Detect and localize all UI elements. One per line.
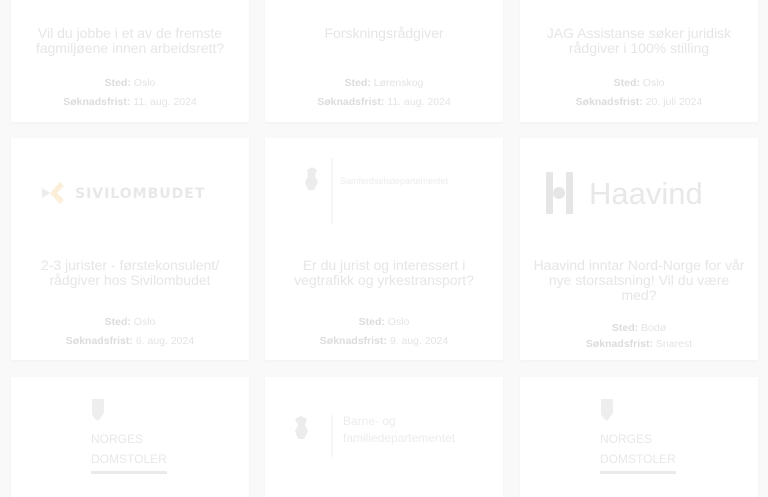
svg-text:NORGES: NORGES	[600, 432, 653, 446]
svg-text:DOMSTOLER: DOMSTOLER	[600, 452, 676, 466]
job-deadline: 11. aug. 2024	[133, 96, 197, 108]
svg-text:Samferdselsdepartementet: Samferdselsdepartementet	[340, 176, 449, 186]
barne-familiedepartementet-logo	[265, 397, 503, 462]
job-place: Bodø	[641, 322, 667, 334]
job-title: 2-3 jurister - førstekonsulent/ rådgiver hos Sivilombudet	[40, 257, 220, 288]
job-title: Forskningsrådgiver	[324, 25, 444, 41]
job-deadline: 6. aug. 2024	[135, 335, 195, 347]
job-card[interactable]	[265, 138, 503, 360]
job-place: Oslo	[133, 316, 156, 328]
svg-text:Haavind: Haavind	[589, 176, 703, 211]
job-deadline: 20. juli 2024	[645, 96, 703, 108]
job-card[interactable]	[265, 377, 503, 497]
job-meta: Sted: Lørenskog Søknadsfrist: 11. aug. 2024	[317, 77, 451, 108]
job-meta: Sted: Oslo Søknadsfrist: 9. aug. 2024	[319, 316, 449, 347]
job-meta: Sted: Oslo Søknadsfrist: 11. aug. 2024	[63, 77, 197, 108]
svg-text:Barne- og: Barne- og	[343, 414, 396, 428]
haavind-logo	[520, 170, 758, 221]
norges-domstoler-logo	[600, 391, 758, 486]
job-title: Er du jurist og interessert i vegtrafikk og yrkestransport?	[294, 257, 474, 288]
svg-text:SIVILOMBUDET: SIVILOMBUDET	[75, 186, 206, 202]
sivilombudet-logo	[11, 180, 249, 211]
job-card[interactable]	[11, 0, 249, 122]
job-place: Oslo	[642, 77, 665, 89]
job-deadline: Snarest	[655, 338, 693, 350]
job-place: Lørenskog	[373, 77, 424, 89]
job-title: Haavind inntar Nord-Norge for vår nye storsatsning! Vil du være med?	[533, 257, 745, 303]
job-card[interactable]	[520, 138, 758, 360]
svg-text:familiedepartementet: familiedepartementet	[343, 431, 456, 445]
job-card[interactable]	[520, 0, 758, 122]
job-deadline: 9. aug. 2024	[389, 335, 449, 347]
job-meta: Sted: Oslo Søknadsfrist: 6. aug. 2024	[65, 316, 195, 347]
job-meta: Sted: Oslo Søknadsfrist: 20. juli 2024	[575, 77, 703, 108]
svg-text:NORGES: NORGES	[91, 432, 144, 446]
samferdselsdepartementet-logo	[265, 156, 503, 231]
job-deadline: 11. aug. 2024	[387, 96, 451, 108]
job-card[interactable]	[520, 377, 758, 497]
job-place: Oslo	[387, 316, 410, 328]
norges-domstoler-logo	[91, 391, 249, 486]
svg-text:DOMSTOLER: DOMSTOLER	[91, 452, 167, 466]
job-card[interactable]	[11, 138, 249, 360]
job-place: Oslo	[133, 77, 156, 89]
job-title: Vil du jobbe i et av de fremste fagmiljøene innen arbeidsrett?	[35, 25, 225, 56]
job-title: JAG Assistanse søker juridisk rådgiver i 100% stilling	[546, 25, 732, 56]
job-meta: Sted: Bodø Søknadsfrist: Snarest	[585, 322, 693, 350]
job-card[interactable]	[11, 377, 249, 497]
job-card[interactable]	[265, 0, 503, 122]
